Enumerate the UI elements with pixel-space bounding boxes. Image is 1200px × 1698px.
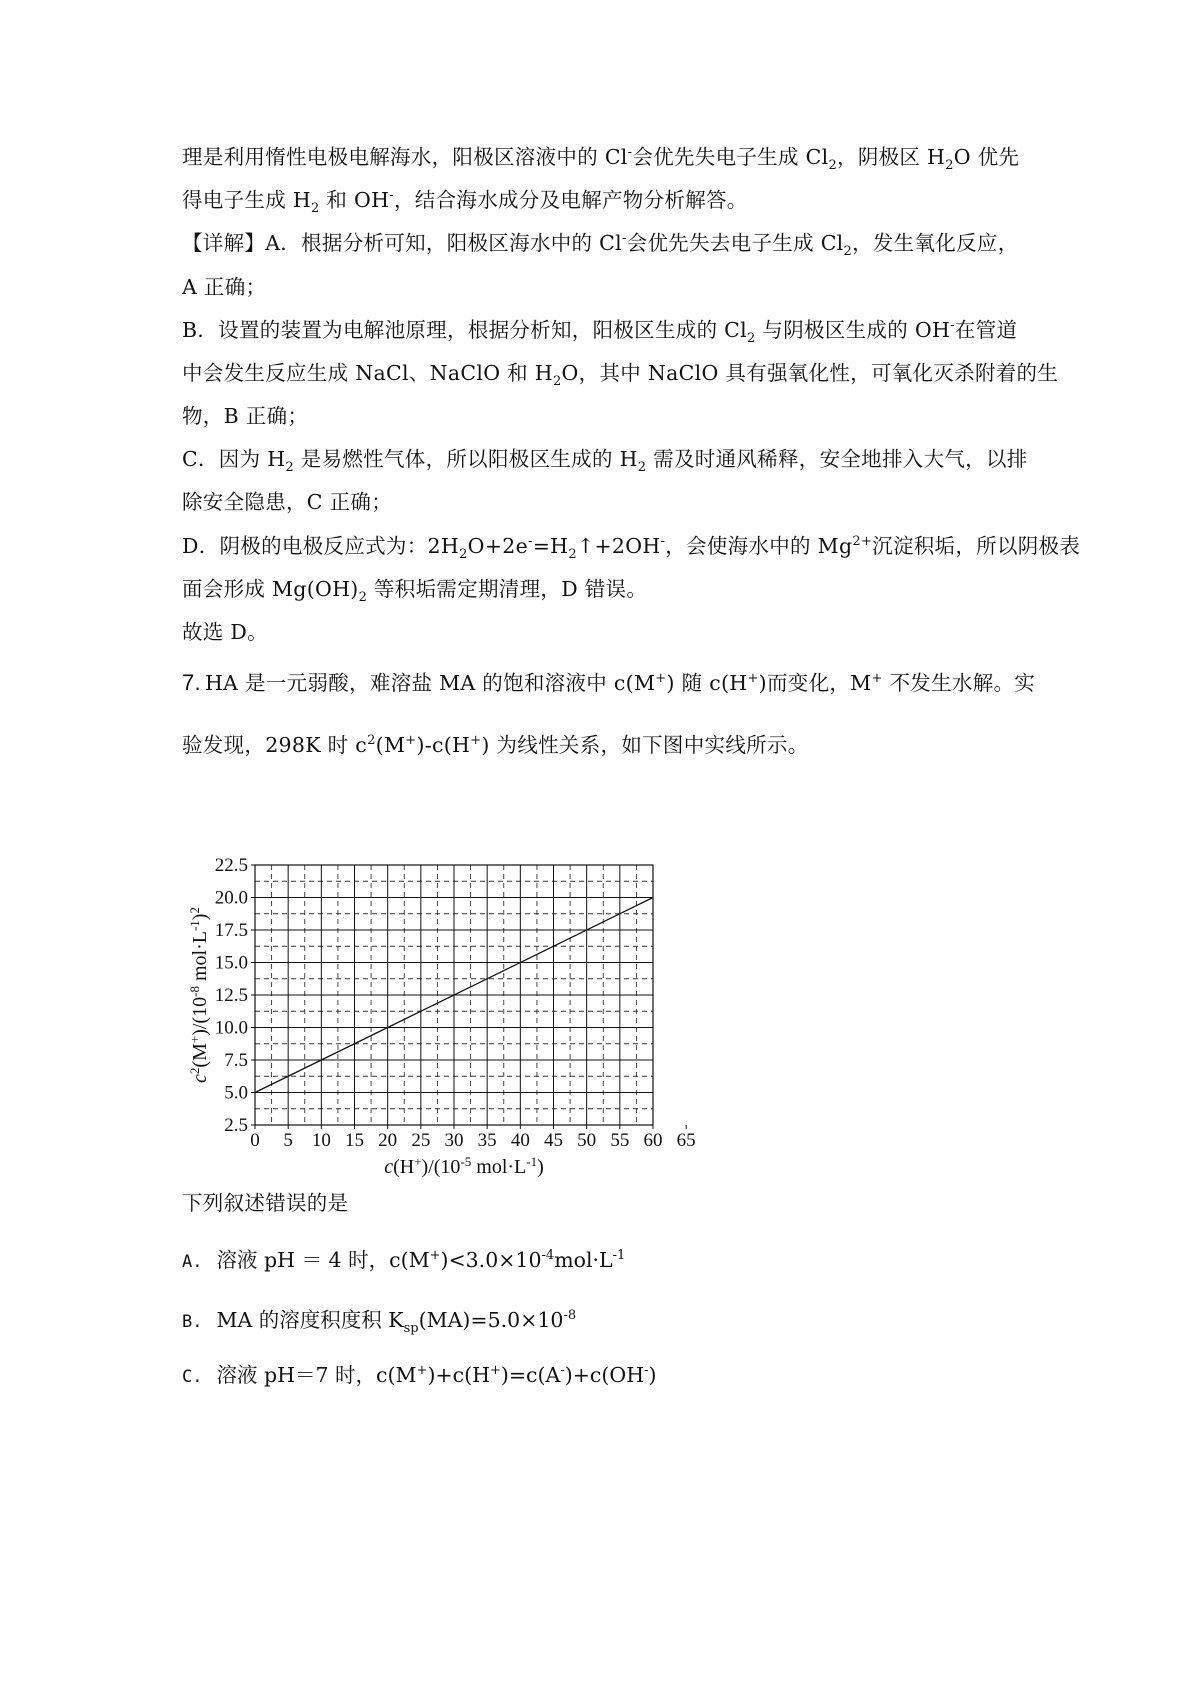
conclusion: 故选 D。 [182, 620, 268, 644]
axis-label-part: + [186, 1035, 202, 1044]
x-tick-label: 50 [577, 1130, 597, 1151]
axis-label-part: c [189, 1074, 211, 1083]
x-axis-label [384, 1154, 544, 1179]
axis-label-part: )/(10 [421, 1156, 461, 1178]
axis-label-part: -1 [186, 920, 202, 932]
axis-label-part: (M [189, 1043, 211, 1068]
y-tick-label: 22.5 [214, 855, 248, 876]
axis-label-part: mol·L [189, 931, 211, 987]
axis-label-part: 2 [186, 1067, 202, 1075]
x-tick-label: 0 [250, 1130, 260, 1151]
y-tick-label: 12.5 [214, 985, 248, 1006]
detail-b-line-1: B．设置的装置为电解池原理，根据分析知，阳极区生成的 $Cl_2$ 与阴极区生成的 OH-在管道 [182, 318, 1018, 347]
detail-c-line-1: C．因为 $H_2$ 是易燃性气体，所以阳极区生成的 $H_2$ 需及时通风稀释，安全地排入大气，以排 [182, 447, 1028, 476]
y-tick-label: 2.5 [224, 1115, 248, 1136]
detail-d-line-2: 面会形成 $Mg(OH)_2$ 等积垢需定期清理，D 错误。 [182, 577, 648, 606]
x-tick-label: 10 [311, 1130, 331, 1151]
question-prompt: 下列叙述错误的是 [182, 1191, 349, 1215]
axis-label-part: (H [393, 1156, 415, 1178]
axis-label-part: )/(10 [189, 996, 211, 1036]
question-line-2: 验发现，298K 时 $c^2(M^+)-c(H^+)$ 为线性关系，如下图中实线所示。 [182, 733, 809, 757]
x-tick-label: 20 [378, 1130, 398, 1151]
option-c: C. 溶液 pH＝7 时，c(M+)+c(H+)=c(A-)+c(OH-) [182, 1363, 657, 1387]
y-tick-label: 10.0 [214, 1017, 248, 1039]
axis-label-part: 2 [186, 907, 202, 914]
y-tick-label: 15.0 [214, 952, 248, 974]
detail-b-line-2: 中会发生反应生成 NaCl、NaClO 和 $H_2O$，其中 NaClO 具有强氧化性，可氧化灭杀附着的生 [182, 361, 1059, 390]
axis-label-part: -8 [186, 986, 202, 997]
x-tick-label: 45 [544, 1130, 563, 1151]
detail-d-line-1: D．阴极的电极反应式为：$2H_2O+2e^-=H_2↑+2OH^-$，会使海水中的 $Mg^{2+}$沉淀积垢，所以阴极表 [182, 534, 1081, 563]
option-b: B. MA 的溶度积度积 $K_{sp}(MA)=5.0\times 10^{-8}$ [182, 1308, 577, 1337]
x-tick-label: 30 [444, 1130, 464, 1151]
detail-a-line-1: 【详解】A．根据分析可知，阳极区海水中的 Cl-会优先失去电子生成 $Cl_2$，发生氧化反应， [182, 231, 1019, 260]
option-a: A. 溶液 pH ＝ 4 时，$c(M^+)<3.0\times 10^{-4}mol\cdot L^{-1}$ [182, 1248, 626, 1272]
x-tick-label: 60 [643, 1130, 663, 1151]
analysis-line-1: 理是利用惰性电极电解海水，阳极区溶液中的 Cl-会优先失电子生成 $Cl_2$，阴极区 $H_2O$ 优先 [182, 145, 1020, 174]
x-tick-label: 25 [411, 1130, 431, 1151]
detail-a-line-2: A 正确； [182, 275, 267, 299]
axis-label-part: mol·L [471, 1156, 527, 1178]
axis-label-part: -5 [460, 1153, 472, 1169]
y-tick-label: 5.0 [224, 1082, 248, 1104]
detail-b-line-3: 物，B 正确； [182, 404, 309, 428]
analysis-line-2: 得电子生成 $H_2$ 和 OH-，结合海水成分及电解产物分析解答。 [182, 188, 748, 217]
y-tick-label: 20.0 [214, 887, 248, 909]
x-tick-label: 35 [477, 1130, 497, 1151]
axis-label-part: + [414, 1153, 422, 1169]
y-axis-label [187, 907, 212, 1083]
x-tick-label: 15 [345, 1130, 364, 1151]
y-tick-label: 7.5 [224, 1050, 248, 1071]
x-tick-labels [250, 1125, 695, 1151]
axis-label-part: ) [537, 1156, 544, 1178]
x-tick-label: 65 [676, 1130, 696, 1151]
axis-label-part: ) [189, 913, 211, 921]
y-tick-labels [215, 855, 255, 1136]
y-tick-label: 17.5 [214, 920, 248, 941]
question-line-1: 7. HA 是一元弱酸，难溶盐 MA 的饱和溶液中 c(M+) 随 c(H+)而变化，M+ 不发生水解。实 [182, 670, 1036, 695]
question-number: 7. [182, 670, 201, 695]
x-tick-label: 40 [510, 1130, 530, 1151]
axis-label-part: -1 [526, 1153, 538, 1169]
x-tick-label: 5 [283, 1130, 293, 1151]
linear-relation-chart [182, 852, 722, 1182]
x-tick-label: 55 [610, 1130, 630, 1151]
axis-label-part: c [384, 1156, 394, 1178]
detail-c-line-2: 除安全隐患，C 正确； [182, 490, 393, 514]
